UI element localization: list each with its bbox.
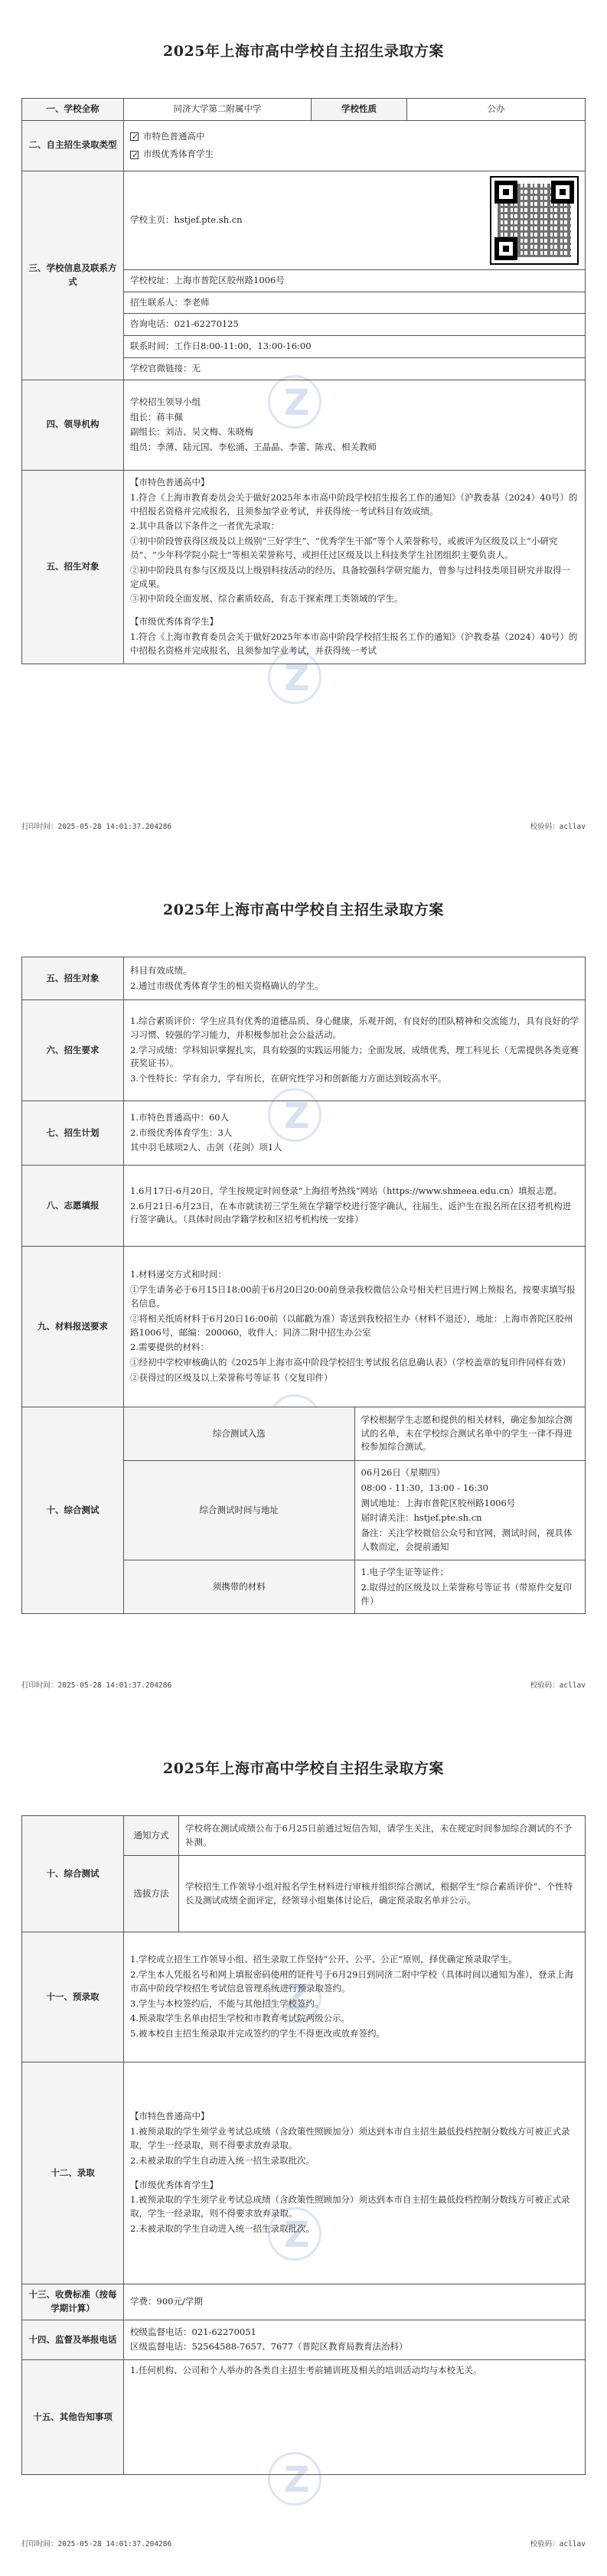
label-target: 五、招生对象 <box>22 470 124 664</box>
admission-line: 2.未被录取的学生自动进入统一招生录取批次。 <box>130 2222 315 2234</box>
label-leadership: 四、领导机构 <box>22 380 124 470</box>
page-title: 2025年上海市高中学校自主招生录取方案 <box>163 43 444 60</box>
application <box>124 1166 586 1247</box>
label-supervision: 十四、监督及举报电话 <box>22 2320 124 2360</box>
materials-line: ①经初中学校审核确认的《2025年上海市高中阶段学校招生考试报名信息确认表》（学校盖章的复印件同样有效） <box>130 1357 571 1368</box>
leadership-line: 副组长：刘洁、吴文梅、朱晓梅 <box>130 426 253 438</box>
school-nature: 公办 <box>407 99 586 121</box>
test-time-line: 备注：关注学校微信公众号和官网，测试时间，视具体人数而定，会提前通知 <box>361 1528 573 1553</box>
admission-type-item: 市特色普通高中 <box>143 130 205 142</box>
target-line: ③初中阶段全面发展、综合素质较高，有志于探索理工类领域的学生。 <box>130 593 403 605</box>
label-test: 十、综合测试 <box>22 1407 124 1614</box>
plan-line: 1.市特色普通高中：60人 <box>130 1111 230 1123</box>
test-material <box>354 1560 586 1613</box>
target-line: 【市特色普通高中】 <box>130 476 210 487</box>
label-application: 八、志愿填报 <box>22 1166 124 1247</box>
admission-type-item: 市级优秀体育学生 <box>143 148 214 160</box>
label-select: 选拔方法 <box>124 1856 179 1932</box>
supervision-line: 校级监督电话：021-62270051 <box>130 2326 256 2337</box>
admission-table <box>21 1815 586 2475</box>
plan-line: 2.市级优秀体育学生：3人 <box>130 1127 233 1138</box>
pre-admission-line: 5.被本校自主招生预录取并完成签约的学生不得更改或放弃签约。 <box>130 2028 385 2040</box>
requirement-line: 1.综合素质评价：学生应具有优秀的道德品质、身心健康，乐观开朗，有良好的团队精神和交流能力，具有良好的学习习惯、较强的学习能力，并积极参加社会公益活动。 <box>130 1015 579 1040</box>
pre-admission <box>124 1932 586 2062</box>
target-line: 1.符合《上海市教育委员会关于做好2025年本市高中阶段学校招生报名工作的通知》（沪教委基（2024）40号）的中招报名资格并完成报名，且须参加学业考试，并获得统一考试科目有效成绩。 <box>130 491 578 517</box>
label-notify: 通知方式 <box>124 1816 179 1856</box>
contact-phone: 咨询电话：021-62270125 <box>124 314 585 336</box>
checker-code: 校验码：acllav <box>530 2540 586 2548</box>
label-fee: 十三、收费标准（按每学期计算） <box>22 2284 124 2320</box>
other: 1.任何机构、公司和个人举办的各类自主招生考前辅训班及相关的培训活动均与本校无关。 <box>124 2360 586 2475</box>
label-target: 五、招生对象 <box>22 957 124 1000</box>
materials-line: ②将相关纸质材料于6月20日16:00前（以邮戳为准）寄送到我校招生办（材料不退还），地址：上海市普陀区胶州路1006号，邮编：200060，收件人：同济二附中招生办公室 <box>130 1312 573 1338</box>
fee: 学费：900元/学期 <box>124 2284 586 2320</box>
supervision <box>124 2320 586 2360</box>
label-other: 十五、其他告知事项 <box>22 2360 124 2475</box>
test-material-line: 1.电子学生证等证件； <box>361 1566 449 1577</box>
checker-code: 校验码：acllav <box>530 823 586 831</box>
admission-line: 【市特色普通高中】 <box>130 2111 210 2122</box>
admission-table <box>21 98 586 664</box>
page-1 <box>0 0 607 859</box>
label-requirements: 六、招生要求 <box>22 1000 124 1101</box>
materials-line: 1.材料递交方式和时间： <box>130 1269 227 1280</box>
requirement-line: 3.个性特长：学有余力，学有所长，在研究性学习和创新能力方面达到较高水平。 <box>130 1073 447 1084</box>
leadership <box>124 380 586 470</box>
label-admission-type: 二、自主招生录取类型 <box>22 120 124 171</box>
requirement-line: 2.学习成绩：学科知识掌握扎实，具有较强的实践运用能力；全面发展，成绩优秀，理工科见长（无需提供各类竞赛获奖证书）。 <box>130 1044 579 1069</box>
test-time <box>354 1461 586 1560</box>
test-material-line: 2.取得过的区级及以上荣誉称号等证书（带原件交复印件） <box>361 1581 572 1606</box>
materials-line: 2.需要提供的材料： <box>130 1342 209 1353</box>
plan-line: 其中羽毛球项2人、击剑（花剑）项1人 <box>130 1142 282 1153</box>
page-title: 2025年上海市高中学校自主招生录取方案 <box>163 1760 444 1777</box>
target-line: 【市级优秀体育学生】 <box>130 616 218 628</box>
application-line: 1.6月17日-6月20日，学生按规定时间登录“上海招考热线”网站（https://www.shmeea.edu.cn）填报志愿。 <box>130 1185 563 1196</box>
checkbox-icon <box>130 151 139 159</box>
materials <box>124 1247 586 1407</box>
target-line: ②初中阶段具有参与区级及以上级别科技活动的经历，具备较强科学研究能力，曾参与过科技类项目研究并取得一定成果。 <box>130 564 570 589</box>
select: 学校招生工作领导小组对报名学生材料进行审核并组织综合测试，根据学生“综合素质评价”、个性特长及测试成绩全面评定，经领导小组集体讨论后，确定预录取名单并公示。 <box>179 1856 586 1932</box>
school-wechat: 学校官微链接：无 <box>130 363 201 374</box>
materials-line: ②获得过的区级及以上荣誉称号等证书（交复印件） <box>130 1371 333 1383</box>
notify: 学校将在测试成绩公布于6月25日前通过短信告知，请学生关注，未在规定时间参加综合测试的不予补测。 <box>179 1816 586 1856</box>
school-website[interactable]: 学校主页：hstjef.pte.sh.cn <box>130 214 243 225</box>
label-test-time: 综合测试时间与地址 <box>124 1461 355 1560</box>
application-line: 2.6月21日-6月23日，在本市就读初三学生须在学籍学校进行签字确认，往届生、返沪生在报名所在区招考机构进行签字确认。（具体时间由学籍学校和区招考机构统一安排） <box>130 1200 572 1225</box>
checker-code: 校验码：acllav <box>530 1681 586 1690</box>
label-school-info: 三、学校信息及联系方式 <box>22 171 124 380</box>
leadership-line: 组长：蒋丰佩 <box>130 411 183 422</box>
admission-types <box>124 120 586 171</box>
page-title: 2025年上海市高中学校自主招生录取方案 <box>163 902 444 918</box>
test-entry: 学校根据学生志愿和提供的相关材料，确定参加综合测试的名单，未在学校综合测试名单中的学生一律不得进校参加综合测试。 <box>354 1407 586 1461</box>
print-time: 打印时间：2025-05-28 14:01:37.204286 <box>21 1681 172 1690</box>
print-time: 打印时间：2025-05-28 14:01:37.204286 <box>21 2540 172 2548</box>
leadership-line: 组员：李薄、陆元国、李松涌、王晶晶、李蕾、陈戎、相关教师 <box>130 442 377 453</box>
qr-code-icon <box>490 176 579 265</box>
requirements <box>124 1000 586 1101</box>
pre-admission-line: 3.学生与本校签约后，不能与其他招生学校签约。 <box>130 1997 324 2009</box>
admission-line: 2.未被录取的学生自动进入统一招生录取批次。 <box>130 2154 315 2166</box>
plan <box>124 1101 586 1166</box>
admission-line: 1.被预录取的学生须学业考试总成绩（含政策性照顾加分）须达到本市自主招生最低投档控制分数线方可被正式录取，学生一经录取，则不得要求放弃录取。 <box>130 2194 570 2219</box>
page-3 <box>0 1717 607 2576</box>
page-footer <box>21 820 586 831</box>
school-info <box>124 171 586 380</box>
admission <box>124 2062 586 2284</box>
page-footer <box>21 2538 586 2548</box>
label-test: 十、综合测试 <box>22 1816 124 1932</box>
label-pre-admission: 十一、预录取 <box>22 1932 124 2062</box>
pre-admission-line: 4.预录取学生名单由招生学校和市教育考试院两级公示。 <box>130 2013 350 2024</box>
pre-admission-line: 2.学生本人凭报名号和网上填报密码使用的证件号于6月29日到同济二附中学校（具体时间以通知为准），登录上海市高中阶段学校招生考试信息管理系统进行预录取签约。 <box>130 1968 574 1994</box>
label-school-nature: 学校性质 <box>312 99 407 121</box>
school-address: 学校校址：上海市普陀区胶州路1006号 <box>124 270 585 292</box>
school-name: 同济大学第二附属中学 <box>124 99 312 121</box>
supervision-line: 区级监督电话：52564588-7657、7677（普陀区教育局教育法治科） <box>130 2341 408 2353</box>
admission-line: 【市级优秀体育学生】 <box>130 2179 218 2190</box>
label-plan: 七、招生计划 <box>22 1101 124 1166</box>
materials-line: ①学生请务必于6月15日18:00前于6月20日20:00前登录我校微信公众号相关栏目进行网上预报名，按要求填写报名信息。 <box>130 1284 576 1309</box>
target-line: 2.通过市级优秀体育学生的相关资格确认的学生。 <box>130 980 324 991</box>
checkbox-icon <box>130 132 139 141</box>
page-2 <box>0 859 607 1717</box>
print-time: 打印时间：2025-05-28 14:01:37.204286 <box>21 823 172 831</box>
test-time-line: 06月26日（星期四） <box>361 1467 445 1478</box>
target-line: 科目有效成绩。 <box>130 964 192 976</box>
leadership-line: 学校招生领导小组 <box>130 396 201 407</box>
contact-person: 招生联系人：李老师 <box>124 292 585 315</box>
target-line: ①初中阶段曾获得区级及以上级别“三好学生”、“优秀学生干部”等个人荣誉称号，或被评为区级及以上“小研究员”、“少年科学院小院士”等相关荣誉称号，或担任过区级及以上科技类学生社团组织主要负责人。 <box>130 536 558 560</box>
page-footer <box>21 1679 586 1690</box>
label-admission: 十二、录取 <box>22 2062 124 2284</box>
admission-line: 1.被预录取的学生须学业考试总成绩（含政策性照顾加分）须达到本市自主招生最低投档控制分数线方可被正式录取，学生一经录取，则不得要求放弃录取。 <box>130 2126 570 2150</box>
target-line: 1.符合《上海市教育委员会关于做好2025年本市高中阶段学校招生报名工作的通知》（沪教委基（2024）40号）的中招报名资格并完成报名，且须参加学业考试，并获得统一考试 <box>130 631 578 656</box>
label-materials: 九、材料报送要求 <box>22 1247 124 1407</box>
admission-table <box>21 957 586 1614</box>
contact-hours: 联系时间：工作日8:00-11:00，13:00-16:00 <box>124 336 585 358</box>
test-time-line: 测试地址：上海市普陀区胶州路1006号 <box>361 1497 516 1508</box>
label-school-name: 一、学校全称 <box>22 99 124 121</box>
pre-admission-line: 1.学校成立招生工作领导小组、招生录取工作坚持“公开、公平、公正”原则，择优确定预录取学生。 <box>130 1954 517 1965</box>
target <box>124 957 586 1000</box>
test-time-line: 届时请关注：hstjef.pte.sh.cn <box>361 1512 482 1524</box>
label-test-material: 须携带的材料 <box>124 1560 355 1613</box>
label-test-entry: 综合测试入选 <box>124 1407 355 1461</box>
target-line: 2.其中具备以下条件之一者优先录取： <box>130 520 279 532</box>
target <box>124 470 586 664</box>
test-time-line: 08:00 - 11:30，13:00 - 16:30 <box>361 1482 488 1493</box>
